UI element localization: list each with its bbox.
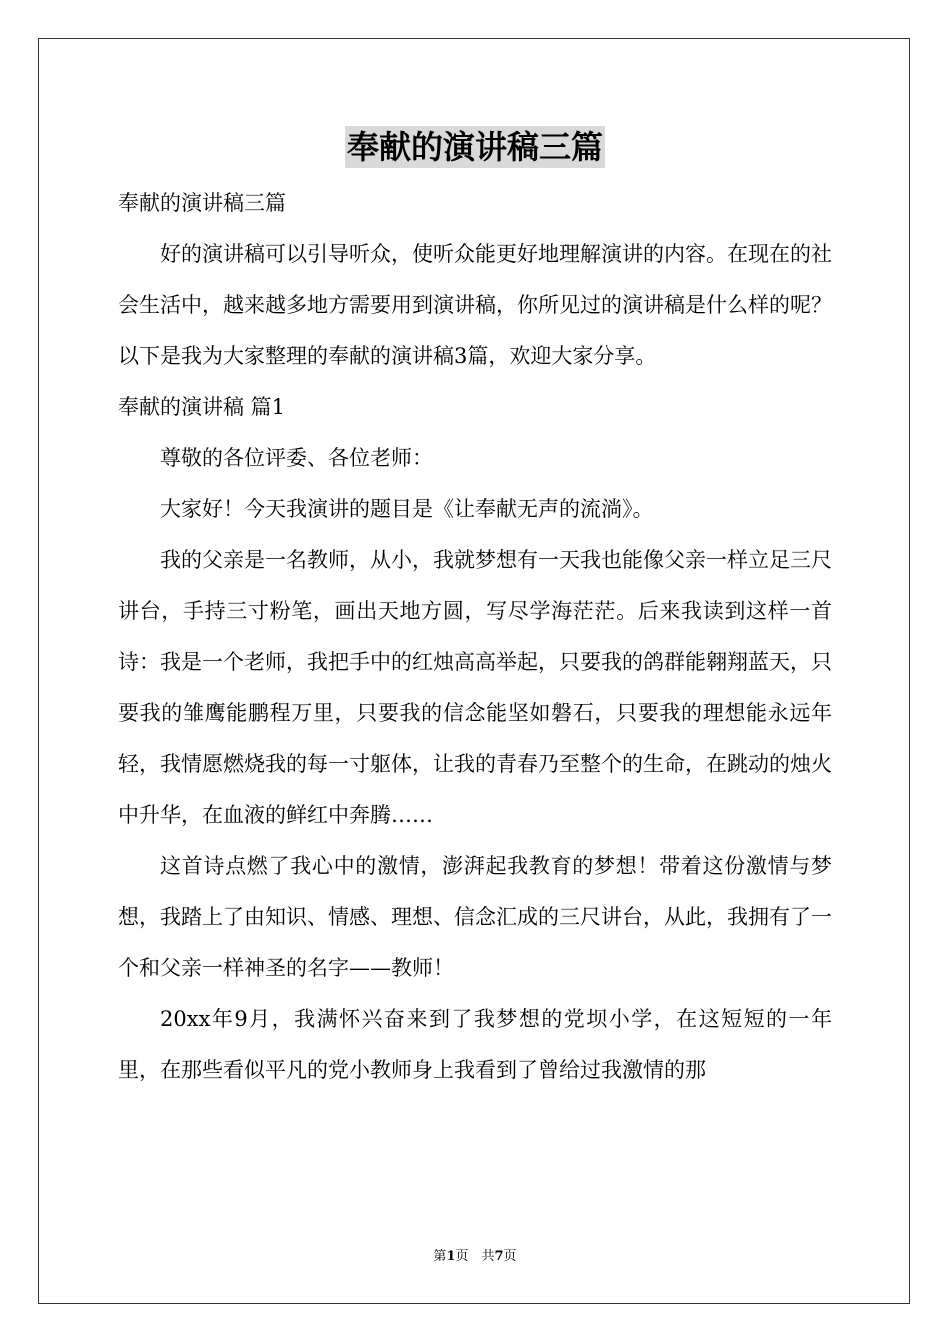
section-heading: 奉献的演讲稿 篇1 xyxy=(118,395,286,419)
greeting: 大家好！今天我演讲的题目是《让奉献无声的流淌》。 xyxy=(160,497,654,521)
document-title: 奉献的演讲稿三篇 xyxy=(346,128,603,166)
document-title-container xyxy=(0,126,950,168)
body-paragraph: 这首诗点燃了我心中的激情，澎湃起我教育的梦想！带着这份激情与梦想，我踏上了由知识、情感、理想、信念汇成的三尺讲台，从此，我拥有了一个和父亲一样神圣的名字——教师！ xyxy=(118,854,832,980)
page-footer xyxy=(0,1248,950,1266)
body-paragraph: 我的父亲是一名教师，从小，我就梦想有一天我也能像父亲一样立足三尺讲台，手持三寸粉笔，画出天地方圆，写尽学海茫茫。后来我读到这样一首诗：我是一个老师，我把手中的红烛高高举起，只要我的鸽群能翱翔蓝天，只要我的雏鹰能鹏程万里，只要我的信念能坚如磐石，只要我的理想能永远年轻，我情愿燃烧我的每一寸躯体，让我的青春乃至整个的生命，在跳动的烛火中升华，在血液的鲜红中奔腾…… xyxy=(118,548,832,827)
subtitle-line: 奉献的演讲稿三篇 xyxy=(118,191,286,215)
footer-page-suffix: 页 xyxy=(503,1249,517,1264)
body-paragraph: 20xx年9月，我满怀兴奋来到了我梦想的党坝小学，在这短短的一年里，在那些看似平凡的党小教师身上我看到了曾给过我激情的那 xyxy=(118,1007,832,1082)
footer-page-mid: 页 共 xyxy=(455,1249,495,1264)
footer-page-prefix: 第 xyxy=(433,1249,447,1264)
footer-page-number: 1 xyxy=(446,1249,456,1264)
salutation: 尊敬的各位评委、各位老师： xyxy=(160,446,433,470)
document-body xyxy=(118,178,832,1096)
intro-paragraph: 好的演讲稿可以引导听众，使听众能更好地理解演讲的内容。在现在的社会生活中，越来越多地方需要用到演讲稿，你所见过的演讲稿是什么样的呢？以下是我为大家整理的奉献的演讲稿3篇，欢迎大家分享。 xyxy=(118,242,832,368)
footer-page-total: 7 xyxy=(494,1249,504,1264)
